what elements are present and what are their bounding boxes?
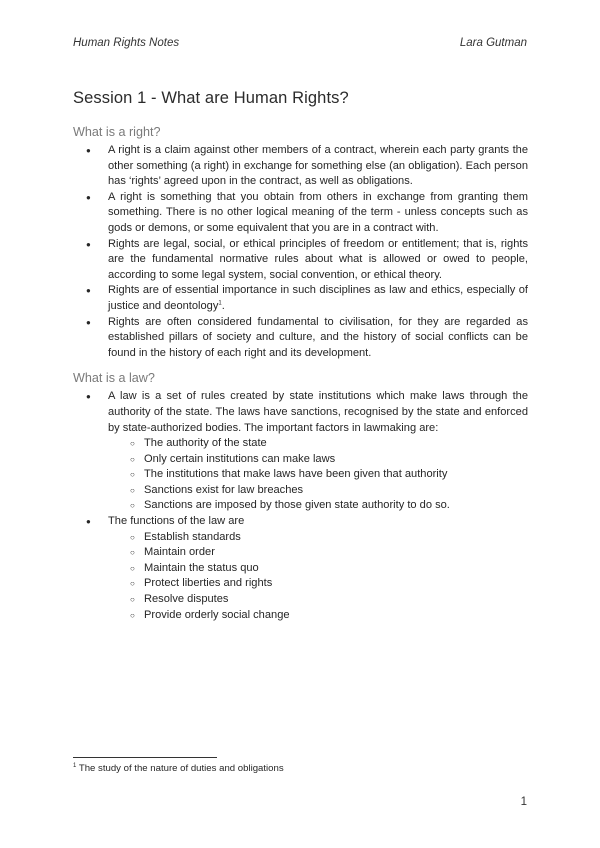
page-content xyxy=(73,89,528,623)
section-heading-law: What is a law? xyxy=(73,371,155,386)
list-item: ● Rights are legal, social, or ethical principles of freedom or entitlement; that is, rights are the fundamental normative rules about what is allowed or owed to people, according to some legal system, social convention, or ethical theory. xyxy=(73,237,528,284)
footnote xyxy=(73,763,284,774)
sub-list-item: ○ The institutions that make laws have been given that authority xyxy=(108,467,528,483)
page-title: Session 1 - What are Human Rights? xyxy=(73,89,349,107)
sub-list-item: ○ Sanctions are imposed by those given state authority to do so. xyxy=(108,498,528,514)
sub-list-item: ○ Only certain institutions can make laws xyxy=(108,452,528,468)
header-author: Lara Gutman xyxy=(459,37,527,49)
list-item: ● A right is something that you obtain from others in exchange from granting them something. There is no other logical meaning of the term - unless concepts such as gods or demons, or some equivalent that you are in a contract with. xyxy=(73,190,528,237)
list-item: ● Rights are often considered fundamental to civilisation, for they are regarded as established pillars of society and culture, and the history of social conflicts can be found in the history of each right and its development. xyxy=(73,315,528,362)
sub-list-item: ○ Protect liberties and rights xyxy=(108,576,528,592)
header-doc-title: Human Rights Notes xyxy=(73,37,180,49)
law-bullet-list xyxy=(73,389,528,623)
law-functions-list xyxy=(108,530,528,624)
sub-list-item: ○ Sanctions exist for law breaches xyxy=(108,483,528,499)
footnote-marker: 1 xyxy=(73,762,77,769)
sub-list-item: ○ Establish standards xyxy=(108,530,528,546)
list-item xyxy=(73,514,528,623)
page-number: 1 xyxy=(520,796,527,808)
sub-list-item: ○ Provide orderly social change xyxy=(108,608,528,624)
footnote-reference[interactable]: 1 xyxy=(218,300,222,307)
list-item-text: A law is a set of rules created by state institutions which make laws through the authority of the state. The laws have sanctions, recognised by the state and enforced by state-authorized bodies. The important factors in lawmaking are: xyxy=(108,390,528,434)
footnote-divider xyxy=(73,757,217,758)
sub-list-item: ○ Maintain order xyxy=(108,545,528,561)
sub-list-item: ○ Maintain the status quo xyxy=(108,561,528,577)
sub-list-item: ○ The authority of the state xyxy=(108,436,528,452)
footnote-text: The study of the nature of duties and obligations xyxy=(78,763,284,774)
list-item: ● A right is a claim against other members of a contract, wherein each party grants the other something (a right) in exchange for something else (an obligation). Each person has ‘rights’ agreed upon in the contract, as well as obligations. xyxy=(73,143,528,190)
section-heading-right: What is a right? xyxy=(73,125,161,139)
list-item xyxy=(73,389,528,514)
list-item: ● Rights are of essential importance in such disciplines as law and ethics, especially of justice and deontology$^1$. xyxy=(73,283,528,314)
list-item-text: The functions of the law are xyxy=(108,515,245,528)
list-item-text: Rights are of essential importance in such disciplines as law and ethics, especially of justice and deontology xyxy=(108,284,528,312)
sub-list-item: ○ Resolve disputes xyxy=(108,592,528,608)
right-bullet-list xyxy=(73,143,528,361)
lawmaking-factors-list xyxy=(108,436,528,514)
